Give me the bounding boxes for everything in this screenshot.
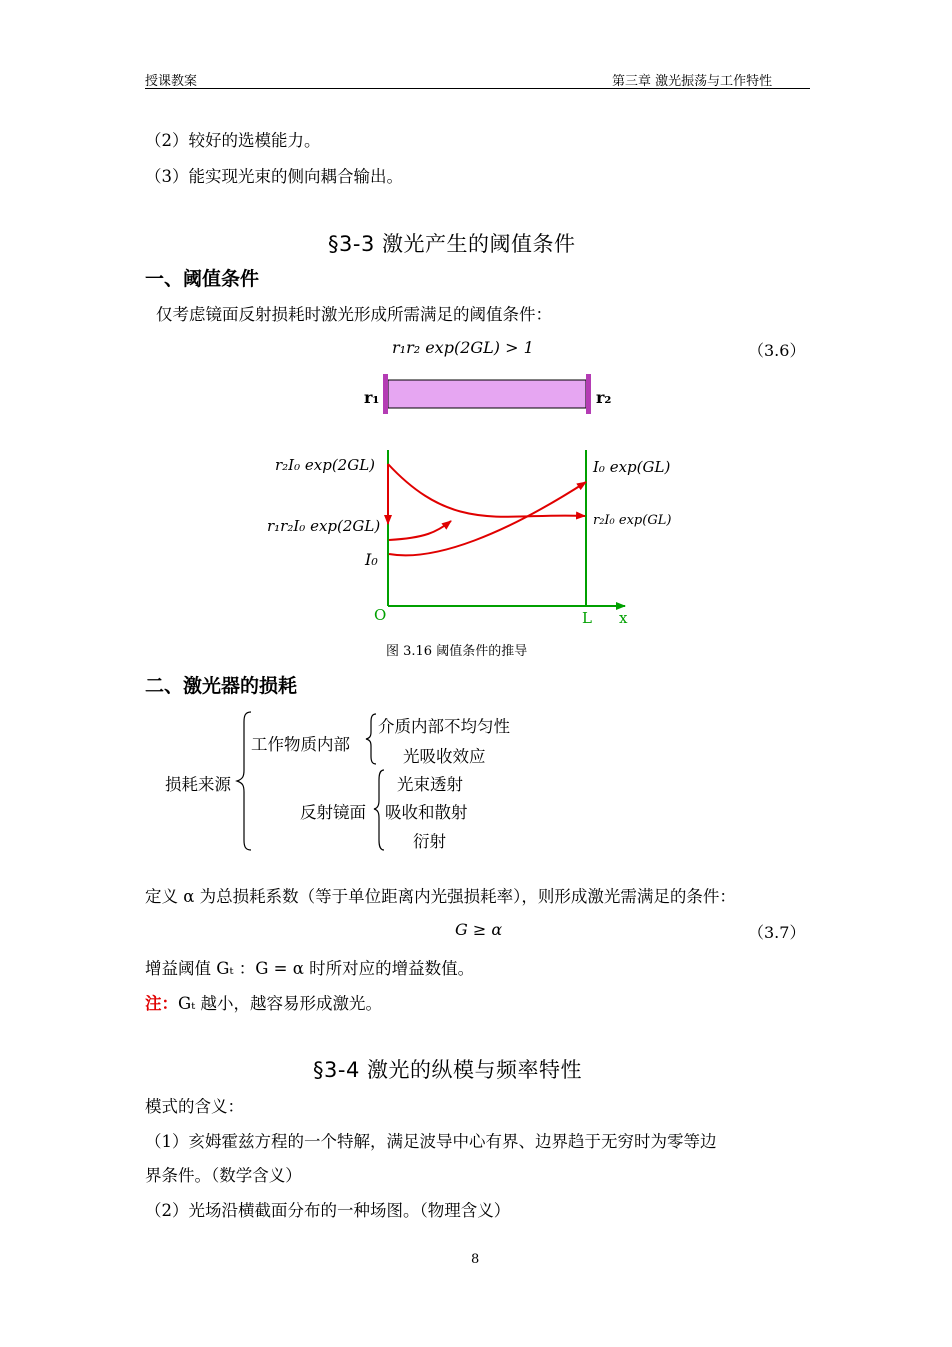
header-left: 授课教案 [145, 74, 198, 89]
branch-mirror: 反射镜面 [300, 803, 366, 822]
label-r1: r₁ [364, 388, 380, 407]
figure-threshold-derivation [265, 366, 685, 628]
section-3-4-title: §3-4 激光的纵模与频率特性 [313, 1058, 582, 1082]
mode-item-2: （2）光场沿横截面分布的一种场图。（物理含义） [145, 1201, 511, 1220]
axis-l-label: L [582, 609, 592, 627]
section-3-3-title: §3-3 激光产生的阈值条件 [328, 232, 576, 256]
loss-item-inhomogeneity: 介质内部不均匀性 [378, 717, 510, 736]
gain-threshold-text: 增益阈值 Gₜ ：G = α 时所对应的增益数值。 [145, 959, 475, 978]
label-i0: I₀ [365, 550, 378, 569]
mirror-left [383, 374, 388, 414]
equation-number-3-6: （3.6） [748, 341, 806, 360]
note-text: Gₜ 越小，越容易形成激光。 [178, 994, 382, 1013]
note [145, 990, 382, 1014]
equation-number-3-7: （3.7） [748, 923, 806, 942]
mode-item-1-line-2: 界条件。（数学含义） [145, 1166, 302, 1185]
intro-item-3: （3）能实现光束的侧向耦合输出。 [145, 167, 403, 186]
branch-gain-medium: 工作物质内部 [251, 735, 350, 754]
header-right: 第三章 激光振荡与工作特性 [612, 74, 773, 89]
threshold-text: 仅考虑镜面反射损耗时激光形成所需满足的阈值条件： [156, 305, 552, 324]
axis-x-label: x [619, 609, 628, 627]
label-r2: r₂ [596, 388, 612, 407]
header-rule [145, 88, 810, 89]
equation-3-6: r₁r₂ exp(2GL) > 1 [392, 338, 534, 357]
mirror-right [586, 374, 591, 414]
figure-caption: 图 3.16 阈值条件的推导 [386, 644, 528, 659]
forward-curve [389, 482, 586, 555]
label-i0-expgl: I₀ exp(GL) [593, 458, 671, 476]
label-r1r2-i0-exp2gl: r₁r₂I₀ exp(2GL) [267, 517, 381, 535]
laser-rod [388, 380, 586, 408]
loss-definition-text: 定义 α 为总损耗系数（等于单位距离内光强损耗率），则形成激光需满足的条件： [145, 887, 736, 906]
loss-source-label: 损耗来源 [165, 775, 231, 794]
mode-item-1-line-1: （1）亥姆霍兹方程的一个特解，满足波导中心有界、边界趋于无穷时为零等边 [145, 1132, 717, 1151]
axis-origin-label: O [374, 606, 387, 624]
subheading-losses: 二、激光器的损耗 [145, 675, 298, 697]
loss-item-transmission: 光束透射 [397, 775, 463, 794]
equation-3-7: G ≥ α [455, 920, 503, 939]
page-number: 8 [471, 1252, 480, 1267]
return-curve [388, 464, 585, 517]
loss-item-scattering: 吸收和散射 [385, 803, 468, 822]
mode-intro: 模式的含义： [145, 1097, 244, 1116]
note-label: 注： [145, 994, 178, 1013]
short-arrow [389, 521, 451, 540]
loss-item-diffraction: 衍射 [413, 832, 446, 851]
label-r2-i0-exp2gl: r₂I₀ exp(2GL) [275, 456, 376, 474]
subheading-threshold: 一、阈值条件 [145, 268, 260, 290]
label-r2-i0-expgl: r₂I₀ exp(GL) [593, 513, 672, 528]
intro-item-2: （2）较好的选模能力。 [145, 131, 321, 150]
loss-item-absorption: 光吸收效应 [403, 747, 486, 766]
